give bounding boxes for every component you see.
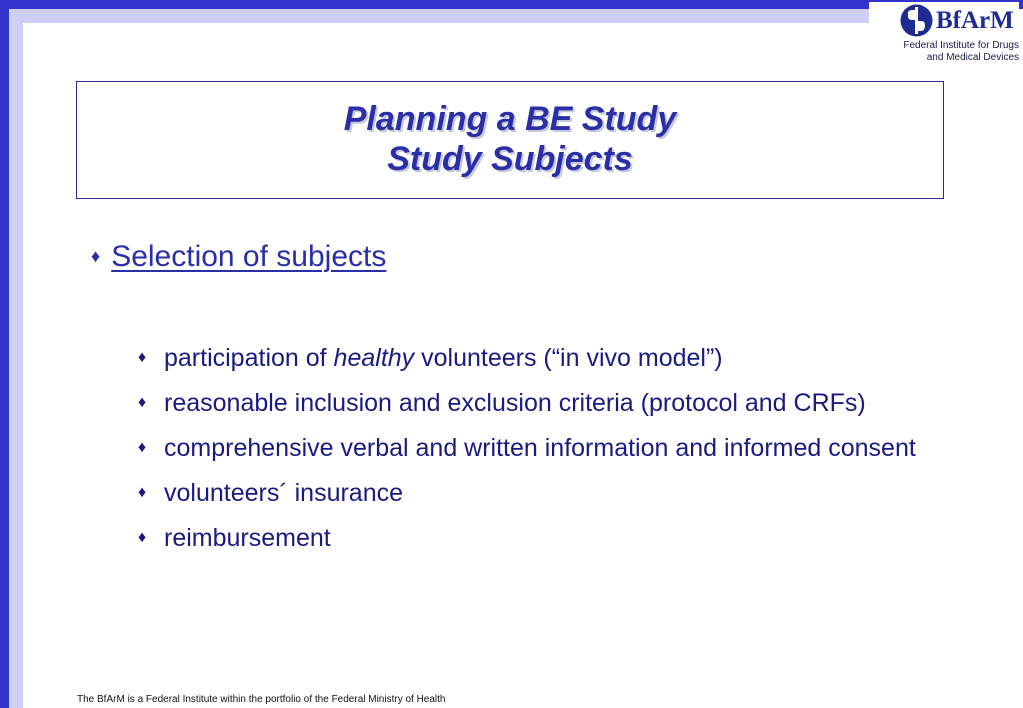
sub-bullet-text: reimbursement — [164, 524, 331, 552]
selection-of-subjects-link[interactable]: Selection of subjects — [111, 240, 387, 273]
diamond-bullet-icon: ♦ — [138, 484, 147, 501]
slide-frame-left-inner — [9, 9, 23, 708]
logo-wordmark: BfArM — [936, 7, 1014, 34]
main-bullet — [91, 240, 386, 274]
sub-bullet-item — [138, 475, 918, 511]
diamond-bullet-icon: ♦ — [91, 246, 101, 266]
logo-subtitle-line1: Federal Institute for Drugs — [903, 40, 1019, 51]
logo-subtitle — [869, 40, 1019, 64]
diamond-bullet-icon: ♦ — [138, 529, 147, 546]
sub-bullet-emphasis: healthy — [333, 344, 415, 372]
sub-bullet-text: reasonable inclusion and exclusion criteria (protocol and CRFs) — [164, 389, 866, 417]
bfarm-emblem-icon — [900, 4, 933, 37]
sub-bullet-item — [138, 520, 918, 556]
slide-title-line2: Study Subjects — [387, 140, 633, 178]
logo-subtitle-line2: and Medical Devices — [926, 52, 1019, 63]
sub-bullet-text: volunteers´ insurance — [164, 479, 404, 507]
diamond-bullet-icon: ♦ — [138, 439, 147, 456]
slide-title-line1: Planning a BE Study — [343, 100, 677, 138]
sub-bullet-text: volunteers (“in vivo model”) — [414, 344, 723, 372]
sub-bullet-list — [138, 340, 918, 565]
slide-frame-left — [0, 0, 9, 708]
sub-bullet-item — [138, 340, 918, 376]
slide-frame-top-inner — [9, 9, 869, 23]
slide-title-box — [76, 81, 944, 199]
footer-note: The BfArM is a Federal Institute within the portfolio of the Federal Ministry of Health — [77, 694, 446, 705]
sub-bullet-text: participation of — [164, 344, 334, 372]
bfarm-logo — [869, 2, 1019, 64]
diamond-bullet-icon: ♦ — [138, 349, 147, 366]
sub-bullet-item — [138, 385, 918, 421]
diamond-bullet-icon: ♦ — [138, 394, 147, 411]
sub-bullet-item — [138, 430, 918, 466]
sub-bullet-text: comprehensive verbal and written information and informed consent — [164, 434, 916, 462]
